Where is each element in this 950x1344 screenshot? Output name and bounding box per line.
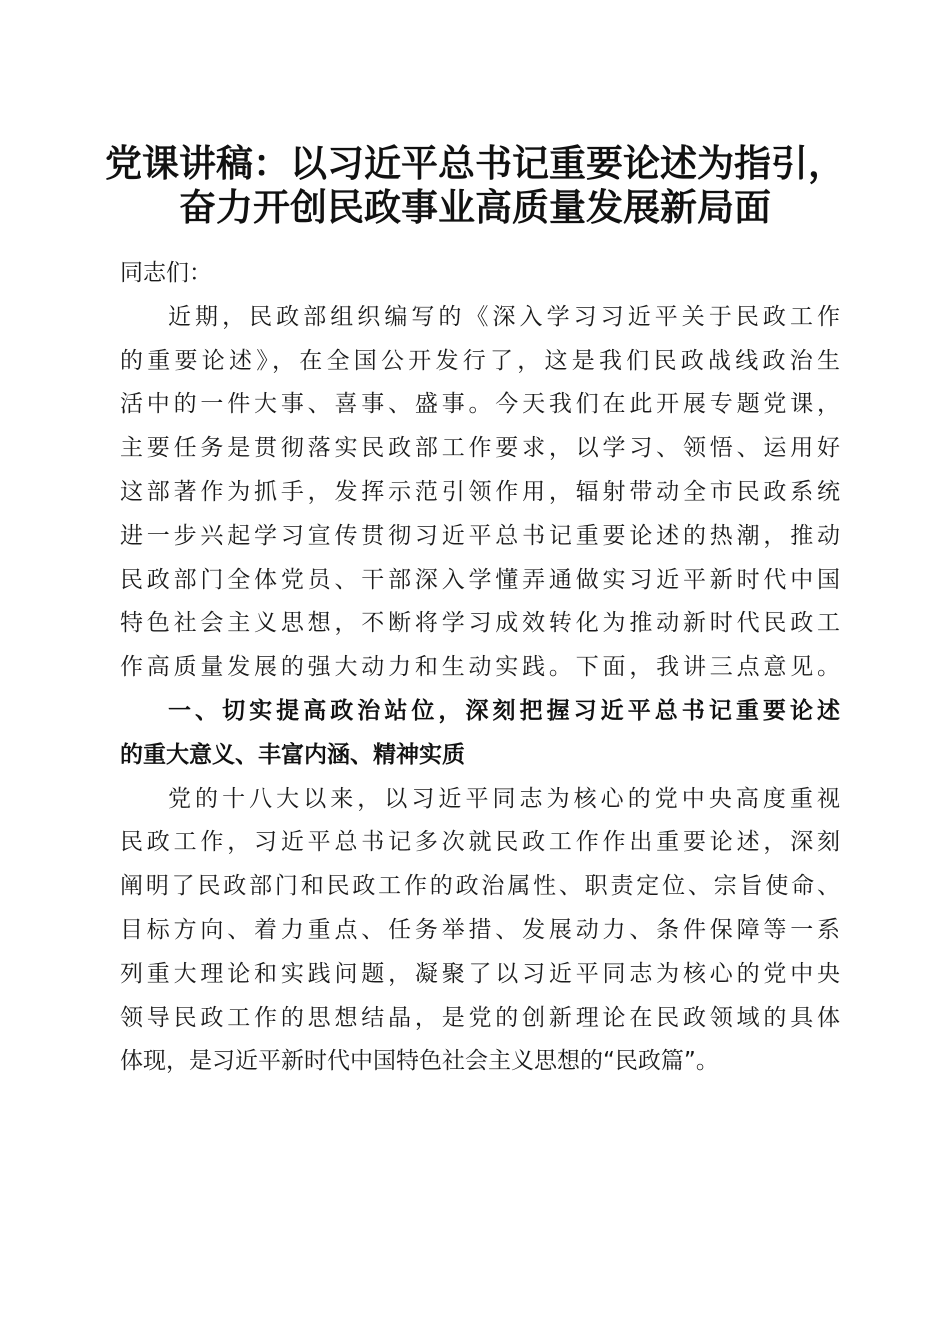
document-title-line-1: 党课讲稿：以习近平总书记重要论述为指引， [105, 141, 845, 185]
intro-paragraph-line: 特色社会主义思想，不断将学习成效转化为推动新时代民政工 [120, 610, 840, 637]
section-1-paragraph-line: 阐明了民政部门和民政工作的政治属性、职责定位、宗旨使命、 [120, 873, 840, 900]
intro-paragraph-line: 作高质量发展的强大动力和生动实践。下面，我讲三点意见。 [120, 654, 840, 681]
section-1-paragraph-line: 民政工作，习近平总书记多次就民政工作作出重要论述，深刻 [120, 829, 840, 856]
intro-paragraph-line: 民政部门全体党员、干部深入学懂弄通做实习近平新时代中国 [120, 566, 840, 593]
section-1-paragraph-line: 体现，是习近平新时代中国特色社会主义思想的“民政篇”。 [120, 1048, 719, 1075]
section-1-paragraph-line: 列重大理论和实践问题，凝聚了以习近平同志为核心的党中央 [120, 960, 840, 987]
section-1-heading: 的重大意义、丰富内涵、精神实质 [120, 741, 465, 768]
section-1-paragraph-line: 党的十八大以来，以习近平同志为核心的党中央高度重视 [168, 785, 840, 812]
document-title-line-2: 奋力开创民政事业高质量发展新局面 [179, 185, 771, 229]
salutation: 同志们： [120, 260, 212, 286]
section-1-paragraph-line: 目标方向、着力重点、任务举措、发展动力、条件保障等一系 [120, 916, 840, 943]
section-1-heading: 一、切实提高政治站位，深刻把握习近平总书记重要论述 [168, 697, 840, 724]
intro-paragraph-line: 的重要论述》，在全国公开发行了，这是我们民政战线政治生 [120, 347, 840, 374]
document-body [120, 252, 840, 1084]
intro-paragraph-line: 主要任务是贯彻落实民政部工作要求，以学习、领悟、运用好 [120, 435, 840, 462]
intro-paragraph-line: 这部著作为抓手，发挥示范引领作用，辐射带动全市民政系统 [120, 478, 840, 505]
intro-paragraph-line: 活中的一件大事、喜事、盛事。今天我们在此开展专题党课， [120, 391, 840, 418]
intro-paragraph-line: 近期，民政部组织编写的《深入学习习近平关于民政工作 [168, 303, 840, 330]
intro-paragraph-line: 进一步兴起学习宣传贯彻习近平总书记重要论述的热潮，推动 [120, 522, 840, 549]
section-1-paragraph-line: 领导民政工作的思想结晶，是党的创新理论在民政领域的具体 [120, 1004, 840, 1031]
